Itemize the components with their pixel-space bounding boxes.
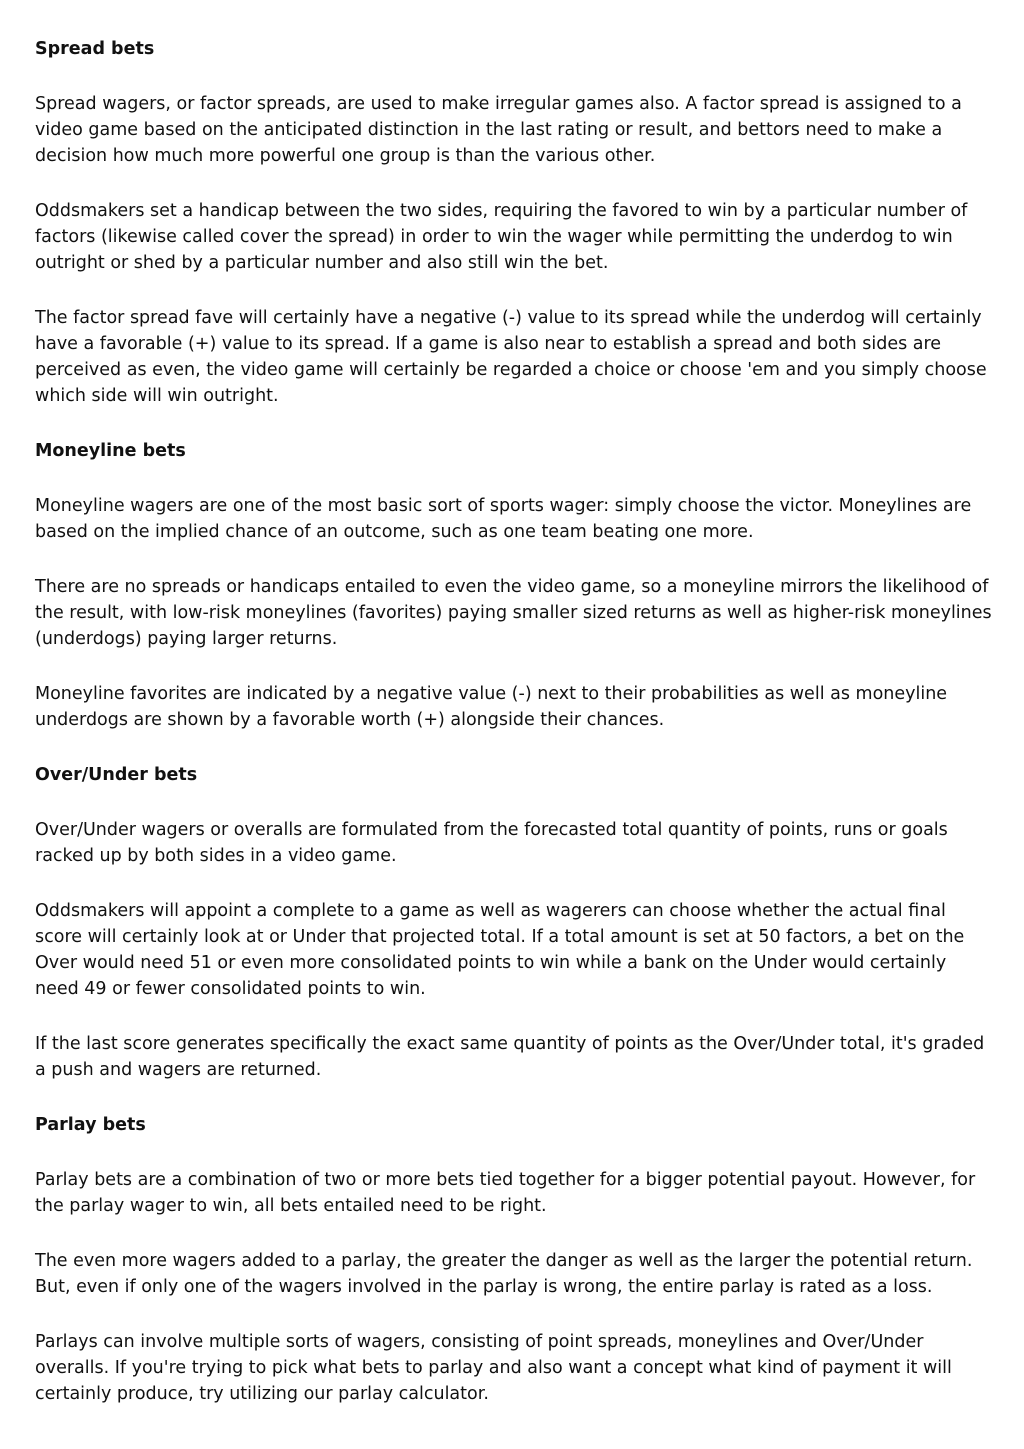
paragraph: The factor spread fave will certainly have a negative (-) value to its spread while the underdog will certainly have a favorable (+) value to its spread. If a game is also near to establish a spread and both sides are perceived as even, the video game will certainly be regarded a choice or choose 'em and you simply choose which side will win outright. <box>35 308 987 406</box>
paragraph: Oddsmakers will appoint a complete to a game as well as wagerers can choose whether the actual final score will certainly look at or Under that projected total. If a total amount is set at 50 factors, a bet on the Over would need 51 or even more consolidated points to win while a bank on the Under would certainly need 49 or fewer consolidated points to win. <box>35 901 965 999</box>
paragraph: If the last score generates specifically the exact same quantity of points as the Over/Under total, it's graded a push and wagers are returned. <box>35 1034 985 1080</box>
section-heading: Moneyline bets <box>35 441 186 461</box>
paragraph: Parlay bets are a combination of two or more bets tied together for a bigger potential payout. However, for the parlay wager to win, all bets entailed need to be right. <box>35 1170 976 1216</box>
section-heading: Over/Under bets <box>35 765 198 785</box>
paragraph: Moneyline favorites are indicated by a negative value (-) next to their probabilities as well as moneyline underdogs are shown by a favorable worth (+) alongside their chances. <box>35 684 948 730</box>
section-spread-bets <box>35 36 995 409</box>
section-heading: Parlay bets <box>35 1115 146 1135</box>
paragraph: Spread wagers, or factor spreads, are used to make irregular games also. A factor spread is assigned to a video game based on the anticipated distinction in the last rating or result, and bettors need to make a decision how much more powerful one group is than the various other. <box>35 94 962 166</box>
document-body <box>35 36 995 1436</box>
paragraph: There are no spreads or handicaps entailed to even the video game, so a moneyline mirrors the likelihood of the result, with low-risk moneylines (favorites) paying smaller sized returns as well as higher-risk moneylines (underdogs) paying larger returns. <box>35 577 992 649</box>
paragraph: Oddsmakers set a handicap between the two sides, requiring the favored to win by a particular number of factors (likewise called cover the spread) in order to win the wager while permitting the underdog to win outright or shed by a particular number and also still win the bet. <box>35 201 968 273</box>
section-heading: Spread bets <box>35 39 155 59</box>
paragraph: Moneyline wagers are one of the most basic sort of sports wager: simply choose the victor. Moneylines are based on the implied chance of an outcome, such as one team beating one more. <box>35 496 972 542</box>
paragraph: Parlays can involve multiple sorts of wagers, consisting of point spreads, moneylines and Over/Under overalls. If you're trying to pick what bets to parlay and also want a concept what kind of payment it will certainly produce, try utilizing our parlay calculator. <box>35 1332 952 1404</box>
paragraph: The even more wagers added to a parlay, the greater the danger as well as the larger the potential return. But, even if only one of the wagers involved in the parlay is wrong, the entire parlay is rated as a loss. <box>35 1251 973 1297</box>
section-moneyline-bets <box>35 438 995 733</box>
section-over-under-bets <box>35 762 995 1083</box>
section-parlay-bets <box>35 1112 995 1407</box>
paragraph: Over/Under wagers or overalls are formulated from the forecasted total quantity of points, runs or goals racked up by both sides in a video game. <box>35 820 948 866</box>
